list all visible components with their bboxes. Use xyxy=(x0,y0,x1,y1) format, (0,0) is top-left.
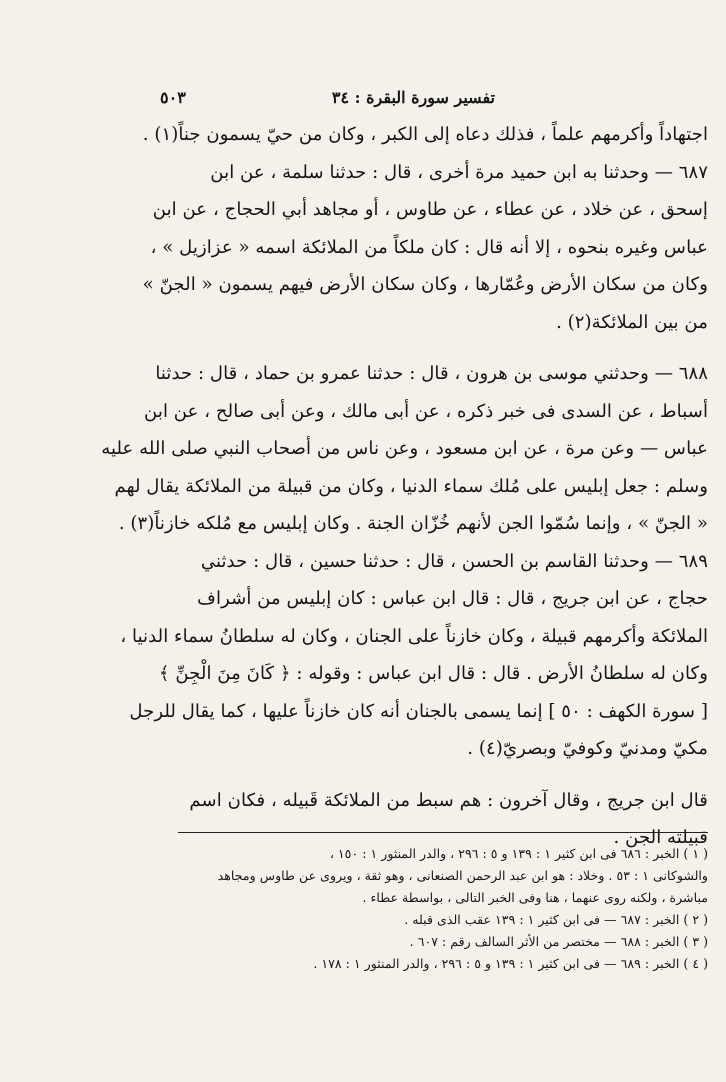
text-line: من بين الملائكة(٢) . xyxy=(556,311,708,333)
footnote-line: ( ١ ) الخبر : ٦٨٦ فى ابن كثير ١ : ١٣٩ و ٥ : ٢٩٦ ، والدر المنثور ١ : ١٥٠ ، xyxy=(329,846,708,861)
text-line: ٦٨٩ — وحدثنا القاسم بن الحسن ، قال : حدثنا حسين ، قال : حدثني xyxy=(200,550,708,572)
footnote-line: ( ٤ ) الخبر : ٦٨٩ — فى ابن كثير ١ : ١٣٩ و ٥ : ٢٩٦ ، والدر المنثور ١ : ١٧٨ . xyxy=(313,956,708,971)
text-line: قال ابن جريج ، وقال آخرون : هم سبط من الملائكة قَبيله ، فكان اسم xyxy=(189,789,708,811)
text-line: الملائكة وأكرمهم قبيلة ، وكان خازناً على الجنان ، وكان له سلطانُ سماء الدنيا ، xyxy=(120,625,708,647)
text-line: [ سورة الكهف : ٥٠ ] إنما يسمى بالجنان أنه كان خازناً عليها ، كما يقال للرجل xyxy=(129,700,708,722)
text-line: اجتهاداً وأكرمهم علماً ، فذلك دعاه إلى الكبر ، وكان من حيّ يسمون جناً(١) . xyxy=(142,124,708,145)
footnote-divider xyxy=(178,832,708,833)
text-line: ٦٨٨ — وحدثني موسى بن هرون ، قال : حدثنا عمرو بن حماد ، قال : حدثنا xyxy=(155,363,708,384)
text-line: وكان من سكان الأرض وعُمّارها ، وكان سكان الأرض فيهم يسمون « الجنّ » xyxy=(142,274,708,295)
header-title: تفسير سورة البقرة : ٣٤ xyxy=(331,88,495,107)
text-line: إسحق ، عن خلاد ، عن عطاء ، عن طاوس ، أو مجاهد أبي الحجاج ، عن ابن xyxy=(152,199,708,220)
running-header xyxy=(160,88,705,112)
text-line: وسلم : جعل إبليس على مُلك سماء الدنيا ، وكان من قبيلة من الملائكة يقال لهم xyxy=(114,475,708,497)
footnotes xyxy=(178,843,708,975)
text-line: قبيلته الجن . xyxy=(613,827,708,848)
footnote-line: ( ٢ ) الخبر : ٦٨٧ — فى ابن كثير ١ : ١٣٩ عقب الذى قبله . xyxy=(404,912,708,927)
paragraph-gap xyxy=(178,768,708,782)
text-line: عباس وغيره بنحوه ، إلا أنه قال : كان ملكاً من الملائكة اسمه « عزازيل » ، xyxy=(150,236,708,258)
footnote-line: والشوكانى ١ : ٥٣ . وخلاد : هو ابن عبد الرحمن الصنعانى ، وهو ثقة ، ويروى عن طاوس ومجاهد xyxy=(217,868,708,883)
text-line: وكان له سلطانُ الأرض . قال : قال ابن عباس : وقوله : ﴿ كَانَ مِنَ الْجِنِّ ﴾ xyxy=(158,663,708,684)
footnote-line: مباشرة ، ولكنه روى عنهما ، هنا وفى الخبر التالى ، بواسطة عطاء . xyxy=(362,890,708,905)
text-line: مكيّ ومدنيّ وكوفيّ وبصريّ(٤) . xyxy=(467,738,708,759)
footnote-line: ( ٣ ) الخبر : ٦٨٨ — مختصر من الأثر السالف رقم : ٦٠٧ . xyxy=(409,934,708,949)
main-text xyxy=(101,116,708,857)
text-line: ٦٨٧ — وحدثنا به ابن حميد مرة أخرى ، قال : حدثنا سلمة ، عن ابن xyxy=(210,161,708,183)
text-line: « الجنّ » ، وإنما سُمّوا الجن لأنهم خُزّان الجنة . وكان إبليس مع مُلكه خازناً(٣) . xyxy=(118,513,708,534)
page-number: ٥٠٣ xyxy=(160,88,186,107)
paragraph-gap xyxy=(178,341,708,355)
text-line: عباس — وعن مرة ، عن ابن مسعود ، وعن ناس من أصحاب النبي صلى الله عليه xyxy=(101,438,708,459)
text-line: أسباط ، عن السدى فى خبر ذكره ، عن أبى مالك ، وعن أبى صالح ، عن ابن xyxy=(144,400,708,422)
text-line: حجاج ، عن ابن جريج ، قال : قال ابن عباس : كان إبليس من أشراف xyxy=(197,588,708,609)
